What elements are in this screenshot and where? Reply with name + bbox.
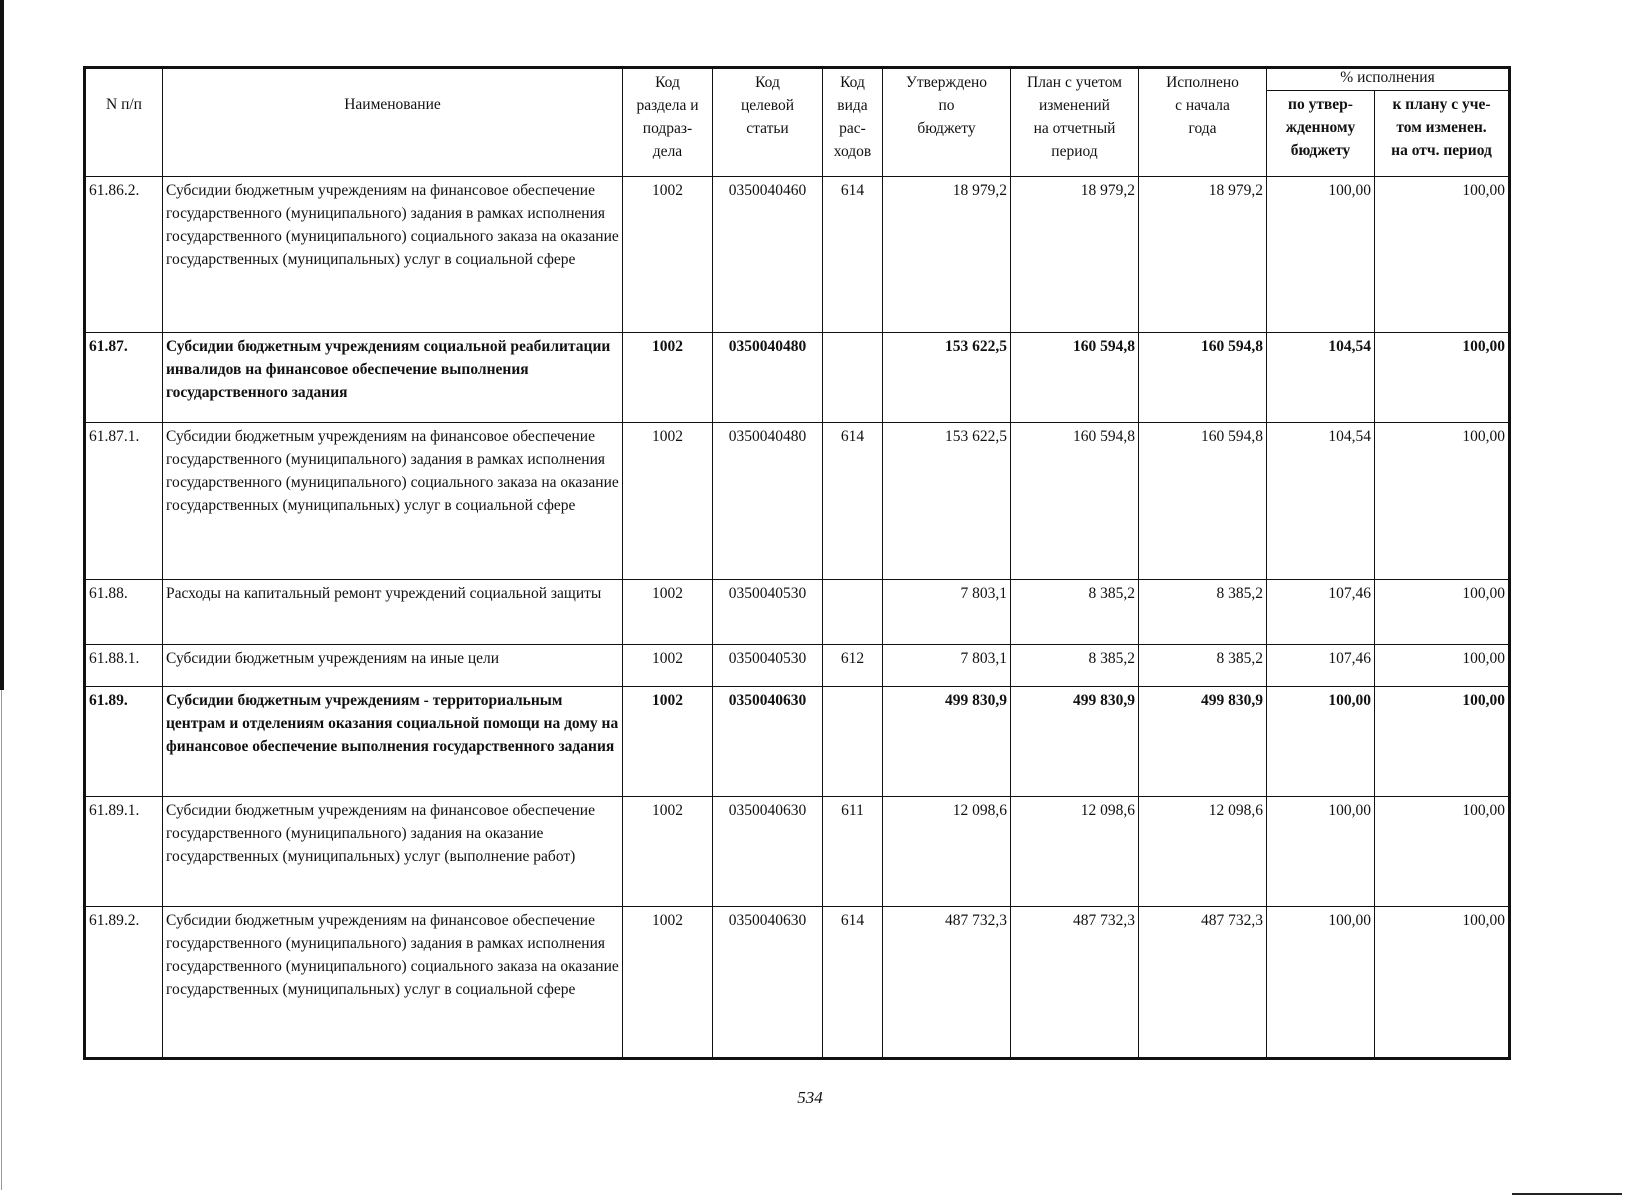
header-kind-line: рас-: [839, 120, 866, 137]
row-target-code: 0350040480: [713, 423, 823, 580]
row-target-code: 0350040480: [713, 333, 823, 423]
row-pct-budget: 100,00: [1267, 797, 1375, 907]
header-approved: [883, 68, 1011, 177]
header-num-text: N п/п: [106, 96, 142, 113]
header-kind: [823, 68, 883, 177]
row-target-code: 0350040630: [713, 907, 823, 1059]
table-row: [85, 333, 1510, 423]
table-row: [85, 177, 1510, 333]
header-name-text: Наименование: [344, 96, 441, 113]
row-section-code: 1002: [623, 907, 713, 1059]
row-plan: 487 732,3: [1011, 907, 1139, 1059]
header-plan: [1011, 68, 1139, 177]
row-name: Расходы на капитальный ремонт учреждений социальной защиты: [163, 580, 623, 645]
table-row: [85, 907, 1510, 1059]
row-executed: 499 830,9: [1139, 687, 1267, 797]
header-pct-plan-line: на отч. период: [1391, 142, 1492, 159]
row-kind-code: [823, 333, 883, 423]
row-kind-code: 614: [823, 423, 883, 580]
header-pct-budget-line: по утвер-: [1288, 96, 1353, 113]
header-pct-group-text: % исполнения: [1340, 69, 1435, 86]
row-num: 61.89.1.: [85, 797, 163, 907]
row-name: Субсидии бюджетным учреждениям на иные цели: [163, 645, 623, 687]
row-name: Субсидии бюджетным учреждениям на финансовое обеспечение государственного (муниципального) задания в рамках исполнения государственного (муниципального) социального заказа на оказание государственных (муниципальных) услуг в социальной сфере: [163, 907, 623, 1059]
row-section-code: 1002: [623, 333, 713, 423]
row-name: Субсидии бюджетным учреждениям социальной реабилитации инвалидов на финансовое обеспечение выполнения государственного задания: [163, 333, 623, 423]
table-row: [85, 645, 1510, 687]
row-pct-budget: 107,46: [1267, 580, 1375, 645]
row-executed: 12 098,6: [1139, 797, 1267, 907]
row-pct-plan: 100,00: [1375, 333, 1510, 423]
row-plan: 12 098,6: [1011, 797, 1139, 907]
row-kind-code: 614: [823, 907, 883, 1059]
table-row: [85, 687, 1510, 797]
row-target-code: 0350040460: [713, 177, 823, 333]
header-target-line: целевой: [740, 97, 795, 114]
row-pct-plan: 100,00: [1375, 687, 1510, 797]
header-section-line: дела: [652, 143, 683, 160]
row-approved: 153 622,5: [883, 333, 1011, 423]
header-executed-line: с начала: [1175, 97, 1230, 114]
row-approved: 499 830,9: [883, 687, 1011, 797]
row-num: 61.87.: [85, 333, 163, 423]
row-num: 61.86.2.: [85, 177, 163, 333]
table-row: [85, 423, 1510, 580]
row-approved: 487 732,3: [883, 907, 1011, 1059]
header-plan-line: План с учетом: [1027, 74, 1122, 91]
header-pct-plan: [1375, 91, 1510, 177]
row-kind-code: 612: [823, 645, 883, 687]
row-pct-budget: 104,54: [1267, 333, 1375, 423]
row-executed: 8 385,2: [1139, 645, 1267, 687]
row-section-code: 1002: [623, 797, 713, 907]
row-num: 61.89.: [85, 687, 163, 797]
row-plan: 160 594,8: [1011, 333, 1139, 423]
row-num: 61.89.2.: [85, 907, 163, 1059]
row-executed: 160 594,8: [1139, 423, 1267, 580]
row-pct-budget: 104,54: [1267, 423, 1375, 580]
corner-rule: [1512, 1193, 1622, 1195]
header-approved-line: по: [938, 97, 955, 114]
header-pct-plan-line: том изменен.: [1396, 119, 1487, 136]
header-executed-line: года: [1188, 120, 1217, 137]
row-pct-plan: 100,00: [1375, 645, 1510, 687]
scan-edge-left-thin: [1, 690, 2, 1190]
header-kind-line: ходов: [833, 143, 872, 160]
row-name: Субсидии бюджетным учреждениям на финансовое обеспечение государственного (муниципального) задания в рамках исполнения государственного (муниципального) социального заказа на оказание государственных (муниципальных) услуг в социальной сфере: [163, 423, 623, 580]
header-section: [623, 68, 713, 177]
row-section-code: 1002: [623, 645, 713, 687]
row-executed: 18 979,2: [1139, 177, 1267, 333]
row-num: 61.88.1.: [85, 645, 163, 687]
header-kind-line: Код: [840, 74, 865, 91]
row-plan: 8 385,2: [1011, 580, 1139, 645]
row-section-code: 1002: [623, 687, 713, 797]
row-section-code: 1002: [623, 580, 713, 645]
header-name: [163, 68, 623, 177]
header-plan-line: на отчетный: [1033, 120, 1116, 137]
scan-edge-left: [0, 0, 4, 690]
header-pct-plan-line: к плану с уче-: [1392, 96, 1491, 113]
row-target-code: 0350040630: [713, 797, 823, 907]
table-row: [85, 580, 1510, 645]
header-kind-line: вида: [837, 97, 868, 114]
header-section-line: раздела и: [636, 97, 699, 114]
header-target: [713, 68, 823, 177]
header-plan-line: изменений: [1039, 97, 1110, 114]
row-kind-code: [823, 580, 883, 645]
header-executed-line: Исполнено: [1166, 74, 1239, 91]
row-pct-plan: 100,00: [1375, 580, 1510, 645]
header-target-line: статьи: [746, 120, 789, 137]
row-num: 61.88.: [85, 580, 163, 645]
row-approved: 18 979,2: [883, 177, 1011, 333]
row-plan: 8 385,2: [1011, 645, 1139, 687]
header-pct-budget: [1267, 91, 1375, 177]
header-pct-group: [1267, 68, 1510, 91]
row-target-code: 0350040630: [713, 687, 823, 797]
header-approved-line: Утверждено: [905, 74, 988, 91]
row-pct-budget: 100,00: [1267, 177, 1375, 333]
row-kind-code: 611: [823, 797, 883, 907]
row-pct-plan: 100,00: [1375, 797, 1510, 907]
row-name: Субсидии бюджетным учреждениям - территориальным центрам и отделениям оказания социальной помощи на дому на финансовое обеспечение выполнения государственного задания: [163, 687, 623, 797]
budget-execution-table: [83, 66, 1511, 1060]
header-num: [85, 68, 163, 177]
row-approved: 7 803,1: [883, 645, 1011, 687]
header-approved-line: бюджету: [917, 120, 976, 137]
row-target-code: 0350040530: [713, 580, 823, 645]
header-section-line: подраз-: [642, 120, 693, 137]
header-pct-budget-line: жденному: [1285, 119, 1356, 136]
row-approved: 153 622,5: [883, 423, 1011, 580]
row-kind-code: [823, 687, 883, 797]
row-section-code: 1002: [623, 423, 713, 580]
row-plan: 499 830,9: [1011, 687, 1139, 797]
row-plan: 160 594,8: [1011, 423, 1139, 580]
row-approved: 7 803,1: [883, 580, 1011, 645]
header-plan-line: период: [1051, 143, 1098, 160]
row-pct-budget: 100,00: [1267, 687, 1375, 797]
row-num: 61.87.1.: [85, 423, 163, 580]
row-target-code: 0350040530: [713, 645, 823, 687]
row-executed: 487 732,3: [1139, 907, 1267, 1059]
row-executed: 160 594,8: [1139, 333, 1267, 423]
row-approved: 12 098,6: [883, 797, 1011, 907]
header-target-line: Код: [755, 74, 780, 91]
header-executed: [1139, 68, 1267, 177]
row-plan: 18 979,2: [1011, 177, 1139, 333]
row-pct-plan: 100,00: [1375, 177, 1510, 333]
page-number: 534: [797, 1088, 823, 1107]
header-pct-budget-line: бюджету: [1290, 142, 1351, 159]
row-pct-budget: 107,46: [1267, 645, 1375, 687]
row-kind-code: 614: [823, 177, 883, 333]
row-name: Субсидии бюджетным учреждениям на финансовое обеспечение государственного (муниципального) задания на оказание государственных (муниципальных) услуг (выполнение работ): [163, 797, 623, 907]
row-name: Субсидии бюджетным учреждениям на финансовое обеспечение государственного (муниципального) задания в рамках исполнения государственного (муниципального) социального заказа на оказание государственных (муниципальных) услуг в социальной сфере: [163, 177, 623, 333]
row-pct-plan: 100,00: [1375, 907, 1510, 1059]
table-row: [85, 797, 1510, 907]
row-pct-budget: 100,00: [1267, 907, 1375, 1059]
header-section-line: Код: [655, 74, 680, 91]
row-executed: 8 385,2: [1139, 580, 1267, 645]
row-pct-plan: 100,00: [1375, 423, 1510, 580]
row-section-code: 1002: [623, 177, 713, 333]
